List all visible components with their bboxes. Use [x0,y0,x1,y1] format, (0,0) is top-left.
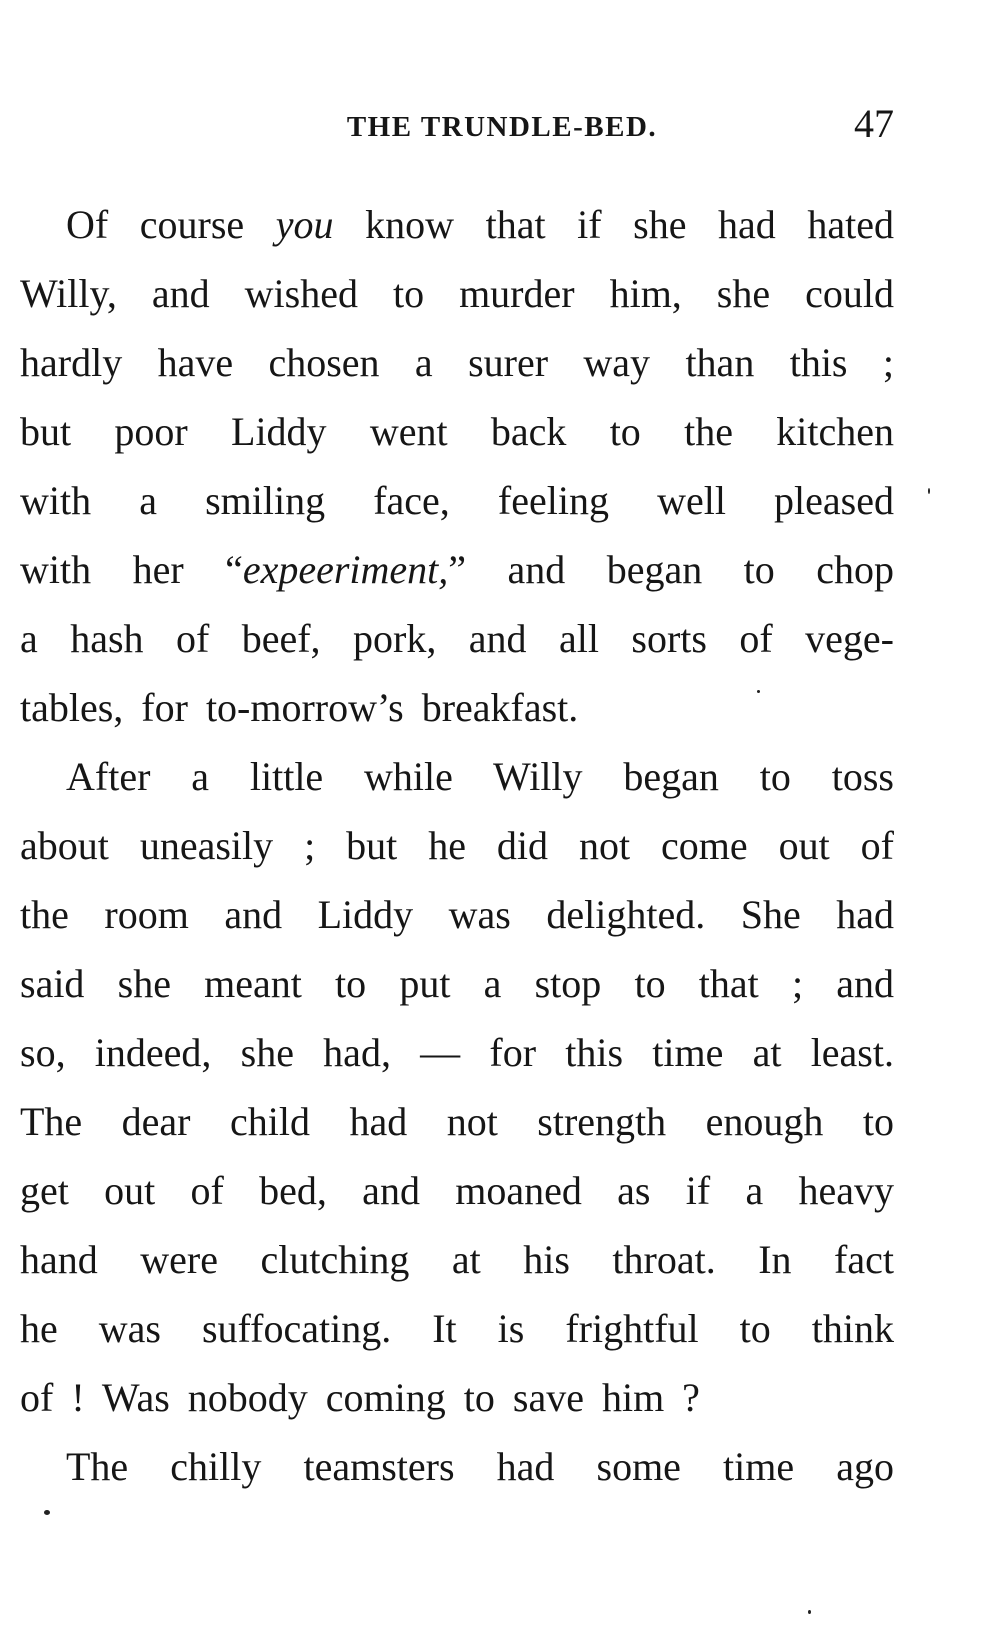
text-line: so, indeed, she had, — for this time at least. [20,1030,894,1075]
text-line: he was suffocating. It is frightful to think [20,1306,894,1351]
text-line: After a little while Willy began to toss [66,754,894,799]
text-line: with a smiling face, feeling well pleased [20,478,894,523]
running-title: THE TRUNDLE-BED. [346,111,658,143]
page-number: 47 [854,101,894,146]
text-line: Willy, and wished to murder him, she could [20,271,894,316]
text-line: of ! Was nobody coming to save him ? [20,1375,700,1420]
text-line: the room and Liddy was delighted. She had [20,892,894,937]
scan-speck [757,690,760,693]
text-line: The dear child had not strength enough to [20,1099,894,1144]
scan-speck [928,488,930,494]
scan-speck [808,1610,811,1614]
text-line: tables, for to-morrow’s breakfast. [20,685,579,730]
text-line: a hash of beef, pork, and all sorts of vege- [20,616,894,661]
text-line: The chilly teamsters had some time ago [66,1444,894,1489]
text-line: about uneasily ; but he did not come out of [20,823,894,868]
text-line: but poor Liddy went back to the kitchen [20,409,894,454]
running-head [20,102,894,152]
text-line: get out of bed, and moaned as if a heavy [20,1168,894,1213]
text-line: said she meant to put a stop to that ; and [20,961,894,1006]
scan-speck [44,1510,50,1515]
text-line: hand were clutching at his throat. In fact [20,1237,894,1282]
text-line: Of course you know that if she had hated [66,202,894,247]
body-text [20,190,894,1501]
text-line: with her “expeeriment,” and began to chop [20,547,894,592]
text-line: hardly have chosen a surer way than this ; [20,340,894,385]
